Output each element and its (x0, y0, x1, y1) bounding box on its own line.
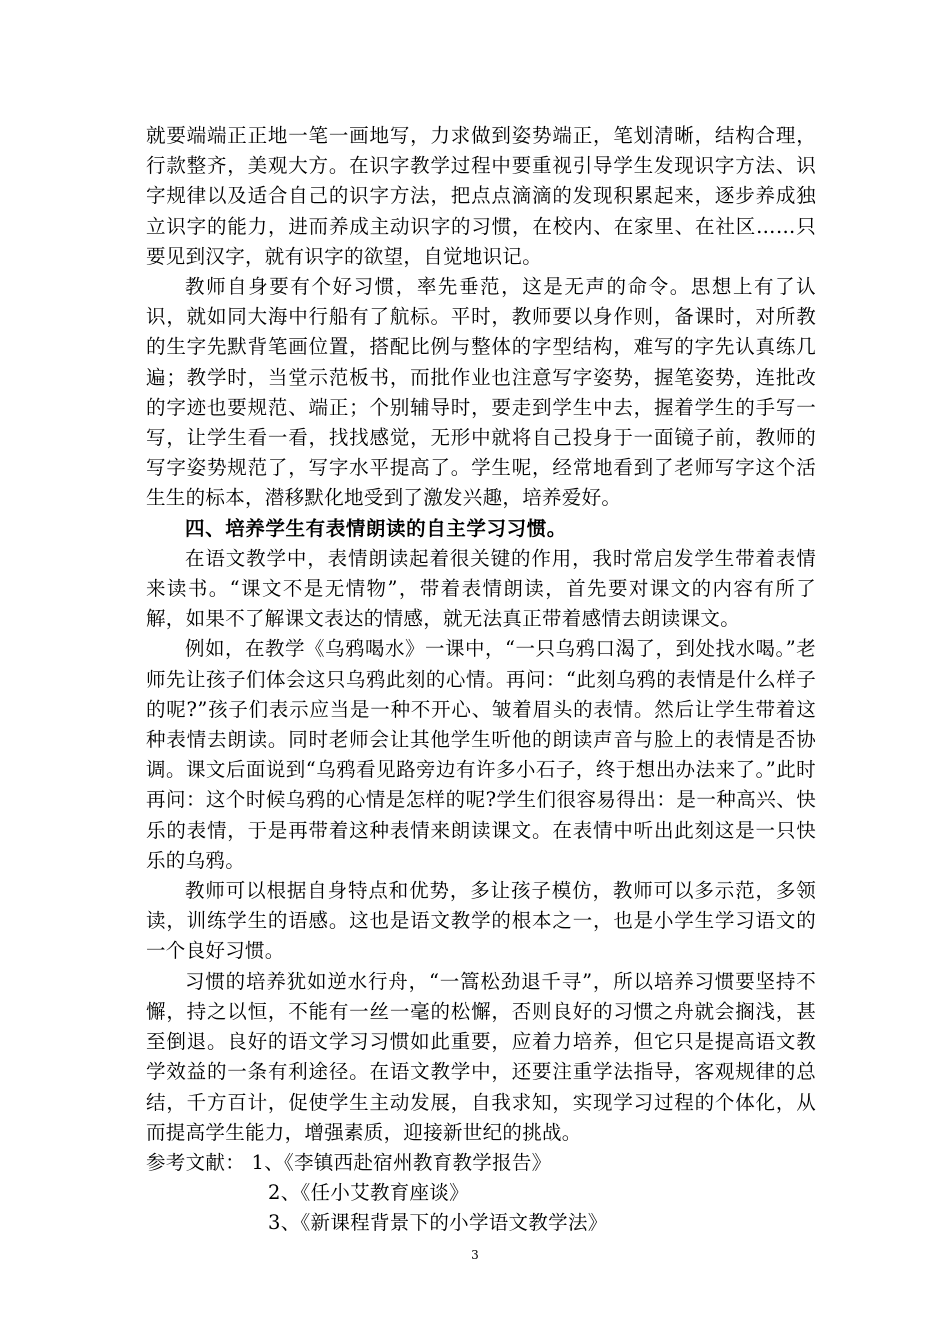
references-label: 参考文献： (146, 1150, 246, 1174)
paragraph-imitation: 教师可以根据自身特点和优势，多让孩子模仿，教师可以多示范，多领读，训练学生的语感。这也是语文教学的根本之一，也是小学生学习语文的一个良好习惯。 (146, 879, 816, 963)
paragraph-expressive-reading: 在语文教学中，表情朗读起着很关键的作用，我时常启发学生带着表情来读书。“课文不是无情物”，带着表情朗读，首先要对课文的内容有所了解，如果不了解课文表达的情感，就无法真正带着感情去朗读课文。 (146, 546, 816, 631)
paragraph-teacher-example: 教师自身要有个好习惯，率先垂范，这是无声的命令。思想上有了认识，就如同大海中行船有了航标。平时，教师要以身作则，备课时，对所教的生字先默背笔画位置，搭配比例与整体的字型结构，难写的字先认真练几遍；教学时，当堂示范板书，而批作业也注意写字姿势，握笔姿势，连批改的字迹也要规范、端正；个别辅导时，要走到学生中去，握着学生的手写一写，让学生看一看，找找感觉，无形中就将自己投身于一面镜子前，教师的写字姿势规范了，写字水平提高了。学生呢，经常地看到了老师写字这个活生生的标本，潜移默化地受到了激发兴趣，培养爱好。 (146, 275, 816, 510)
reference-line-2 (146, 1178, 816, 1208)
page-number: 3 (471, 1248, 479, 1262)
paragraph-conclusion: 习惯的培养犹如逆水行舟，“一篙松劲退千寻”，所以培养习惯要坚持不懈，持之以恒，不能有一丝一毫的松懈，否则良好的习惯之舟就会搁浅，甚至倒退。良好的语文学习习惯如此重要，应着力培养，但它只是提高语文教学效益的一条有利途径。在语文教学中，还要注重学法指导，客观规律的总结，千方百计，促使学生主动发展，自我求知，实现学习过程的个体化，从而提高学生能力，增强素质，迎接新世纪的挑战。 (146, 969, 816, 1144)
reference-item: 2、《任小艾教育座谈》 (268, 1181, 469, 1205)
reference-item: 3、《新课程背景下的小学语文教学法》 (268, 1211, 608, 1235)
document-body (146, 121, 816, 1239)
reference-item: 1、《李镇西赴宿州教育教学报告》 (251, 1150, 552, 1174)
section-heading: 四、培养学生有表情朗读的自主学习习惯。 (185, 516, 567, 540)
reference-line-1 (146, 1148, 816, 1178)
reference-line-3 (146, 1208, 816, 1238)
paragraph-continuation: 就要端端正正地一笔一画地写，力求做到姿势端正，笔划清晰，结构合理，行款整齐，美观大方。在识字教学过程中要重视引导学生发现识字方法、识字规律以及适合自己的识字方法，把点点滴滴的发现积累起来，逐步养成独立识字的能力，进而养成主动识字的习惯，在校内、在家里、在社区……只要见到汉字，就有识字的欲望，自觉地识记。 (146, 124, 816, 268)
references (146, 1148, 816, 1239)
paragraph-crow-example: 例如，在教学《乌鸦喝水》一课中，“一只乌鸦口渴了，到处找水喝。”老师先让孩子们体会这只乌鸦此刻的心情。再问：“此刻乌鸦的表情是什么样子的呢?”孩子们表示应当是一种不开心、皱着眉头的表情。然后让学生带着这种表情去朗读。同时老师会让其他学生听他的朗读声音与脸上的表情是否协调。课文后面说到“乌鸦看见路旁边有许多小石子，终于想出办法来了。”此时再问：这个时候乌鸦的心情是怎样的呢?学生们很容易得出：是一种高兴、快乐的表情，于是再带着这种表情来朗读课文。在表情中听出此刻这是一只快乐的乌鸦。 (146, 637, 816, 872)
